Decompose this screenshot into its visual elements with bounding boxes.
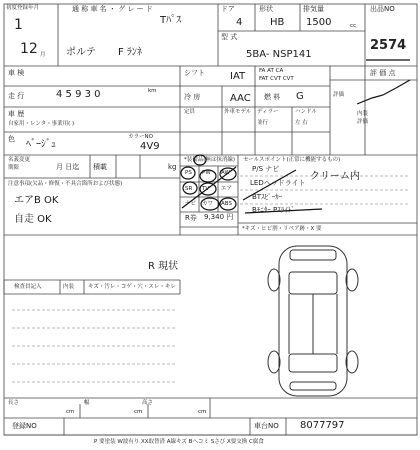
sales-point-1: P/S ナビ [252,165,280,173]
notes-label: 注意事項(欠品・修復・不具合箇所および状態) [8,181,123,187]
month-unit: 月 [40,52,46,58]
displacement-label: 排気量 [303,5,324,13]
recycle-label: R券 [185,214,197,222]
reg-month: 12 [20,41,38,57]
inspector-notes-label: 検査員記入 [14,284,42,290]
deadline-label: 期限 [8,165,20,171]
equipment-1: PS [185,170,192,176]
displacement-unit: cc [350,23,357,29]
cm-unit-3: cm [198,409,207,415]
fuel-label: 燃 料 [264,93,281,101]
mileage-label: 走 行 [8,92,25,100]
sales-point-3: BTｽﾋﾟｰｶｰ [252,193,283,201]
ac-value: AAC [230,93,251,104]
fuel-value: G [296,91,304,102]
height-label: 高さ [142,400,154,406]
mileage-value: 4 5 9 3 0 [56,89,101,100]
equipment-5: TV [202,186,210,192]
ac-label: 冷 房 [184,93,201,101]
first-reg-label: 初度登録年月 [6,5,40,11]
equipment-8: カワ [202,201,214,207]
damage-legend: *キズ・ヒビ割・リペア跡・X 要 [242,226,322,232]
interior-col-label: 内装 [63,284,75,290]
shift-options-1: FA AT CA [259,68,284,74]
evaluation-grade-label: 評価 [333,92,345,98]
color-no-label: カラーNO [128,134,153,140]
sales-point-4: Bﾓﾆﾀｰ Pｽﾗｲﾄﾞ [252,206,295,214]
equipment-label: *装備品(無は抹消線) [184,157,236,163]
dealer-value: 並行 [257,120,269,126]
equipment-7: ナビ [185,201,197,207]
handle-value: 左 右 [295,120,308,126]
body-type-label: 形状 [259,5,273,13]
name-change-label: 名義変更 [8,157,31,163]
sales-handwriting: クリーム内 [310,171,360,182]
cm-unit-1: cm [66,409,75,415]
inspection-label: 車 検 [8,69,25,77]
model-code-value: 5BA- NSP141 [246,49,312,60]
recycle-value: 9,340 円 [204,213,234,221]
color-no-value: 4V9 [140,141,160,152]
car-grade: F ﾗﾝﾈ [118,47,142,58]
shift-options-2: FAT CVT CVT [259,76,294,82]
width-label: 幅 [84,400,90,406]
legend-footer: P 要塗装 W波有り XX取替済 A線キズ Bヘコミ Sさび X要交換 C腐食 [94,439,264,445]
displacement-value: 1500 [306,17,332,28]
shift-label: シフト [184,69,205,77]
grade-value: Tﾊﾟｽ [160,15,182,26]
sales-point-2: LEDヘッドライト [250,179,306,187]
note-1: エアB OK [14,195,59,206]
body-type-value: HB [270,17,285,28]
registration-no-label: 登録NO [12,422,37,430]
lot-number: 2574 [370,38,407,53]
current-condition: R 現状 [148,261,179,272]
interior-label: 内装 [357,111,369,117]
equipment-3: AW [221,170,230,176]
chassis-no-value: 8077797 [300,420,345,431]
cm-unit-2: cm [134,409,143,415]
equipment-9: ABS [221,201,232,207]
loading-label: 積載 [93,163,107,171]
capacity-label: 定員 [184,109,196,115]
kg-unit: kg [168,163,177,171]
handle-label: ハンドル [295,109,318,115]
doors-value: 4 [236,17,243,28]
exterior-model-label: 外車モデル [224,109,252,115]
evaluation-label: 評 価 点 [370,69,396,77]
mileage-unit: km [148,88,157,94]
reg-year: 1 [14,17,23,33]
note-2: 自走 OK [14,214,52,225]
shift-value: IAT [230,71,246,82]
lot-number-label: 出品NO [370,5,395,13]
length-label: 長さ [8,400,20,406]
model-grade-label: 通 称 車 名 ・ グ レ ー ド [72,5,153,13]
model-code-label: 型 式 [221,33,238,41]
interior-eval-label: 評価 [357,119,369,125]
color-label: 色 [8,135,15,143]
dealer-label: ディラー [257,109,279,115]
color-value: ﾍﾞｰｼﾞｭ [26,139,56,150]
equipment-6: エア [221,186,233,192]
doors-label: ドア [221,5,235,13]
vehicle-use-label: 車 歴 [8,110,25,118]
equipment-2: PW [202,170,211,176]
chassis-no-label: 車台NO [254,422,279,430]
sales-points-label: セールスポイント(正常に機能するもの) [243,157,341,163]
interior-codes: キズ・汚レ・コゲ・穴・スレ・キレ [88,284,176,290]
vehicle-use-options: 自家用・レンタ・事業用( ) [8,121,75,127]
equipment-4: SR [185,186,193,192]
car-name: ポルテ [66,47,96,58]
month-day-label: 月 日迄 [56,163,80,171]
